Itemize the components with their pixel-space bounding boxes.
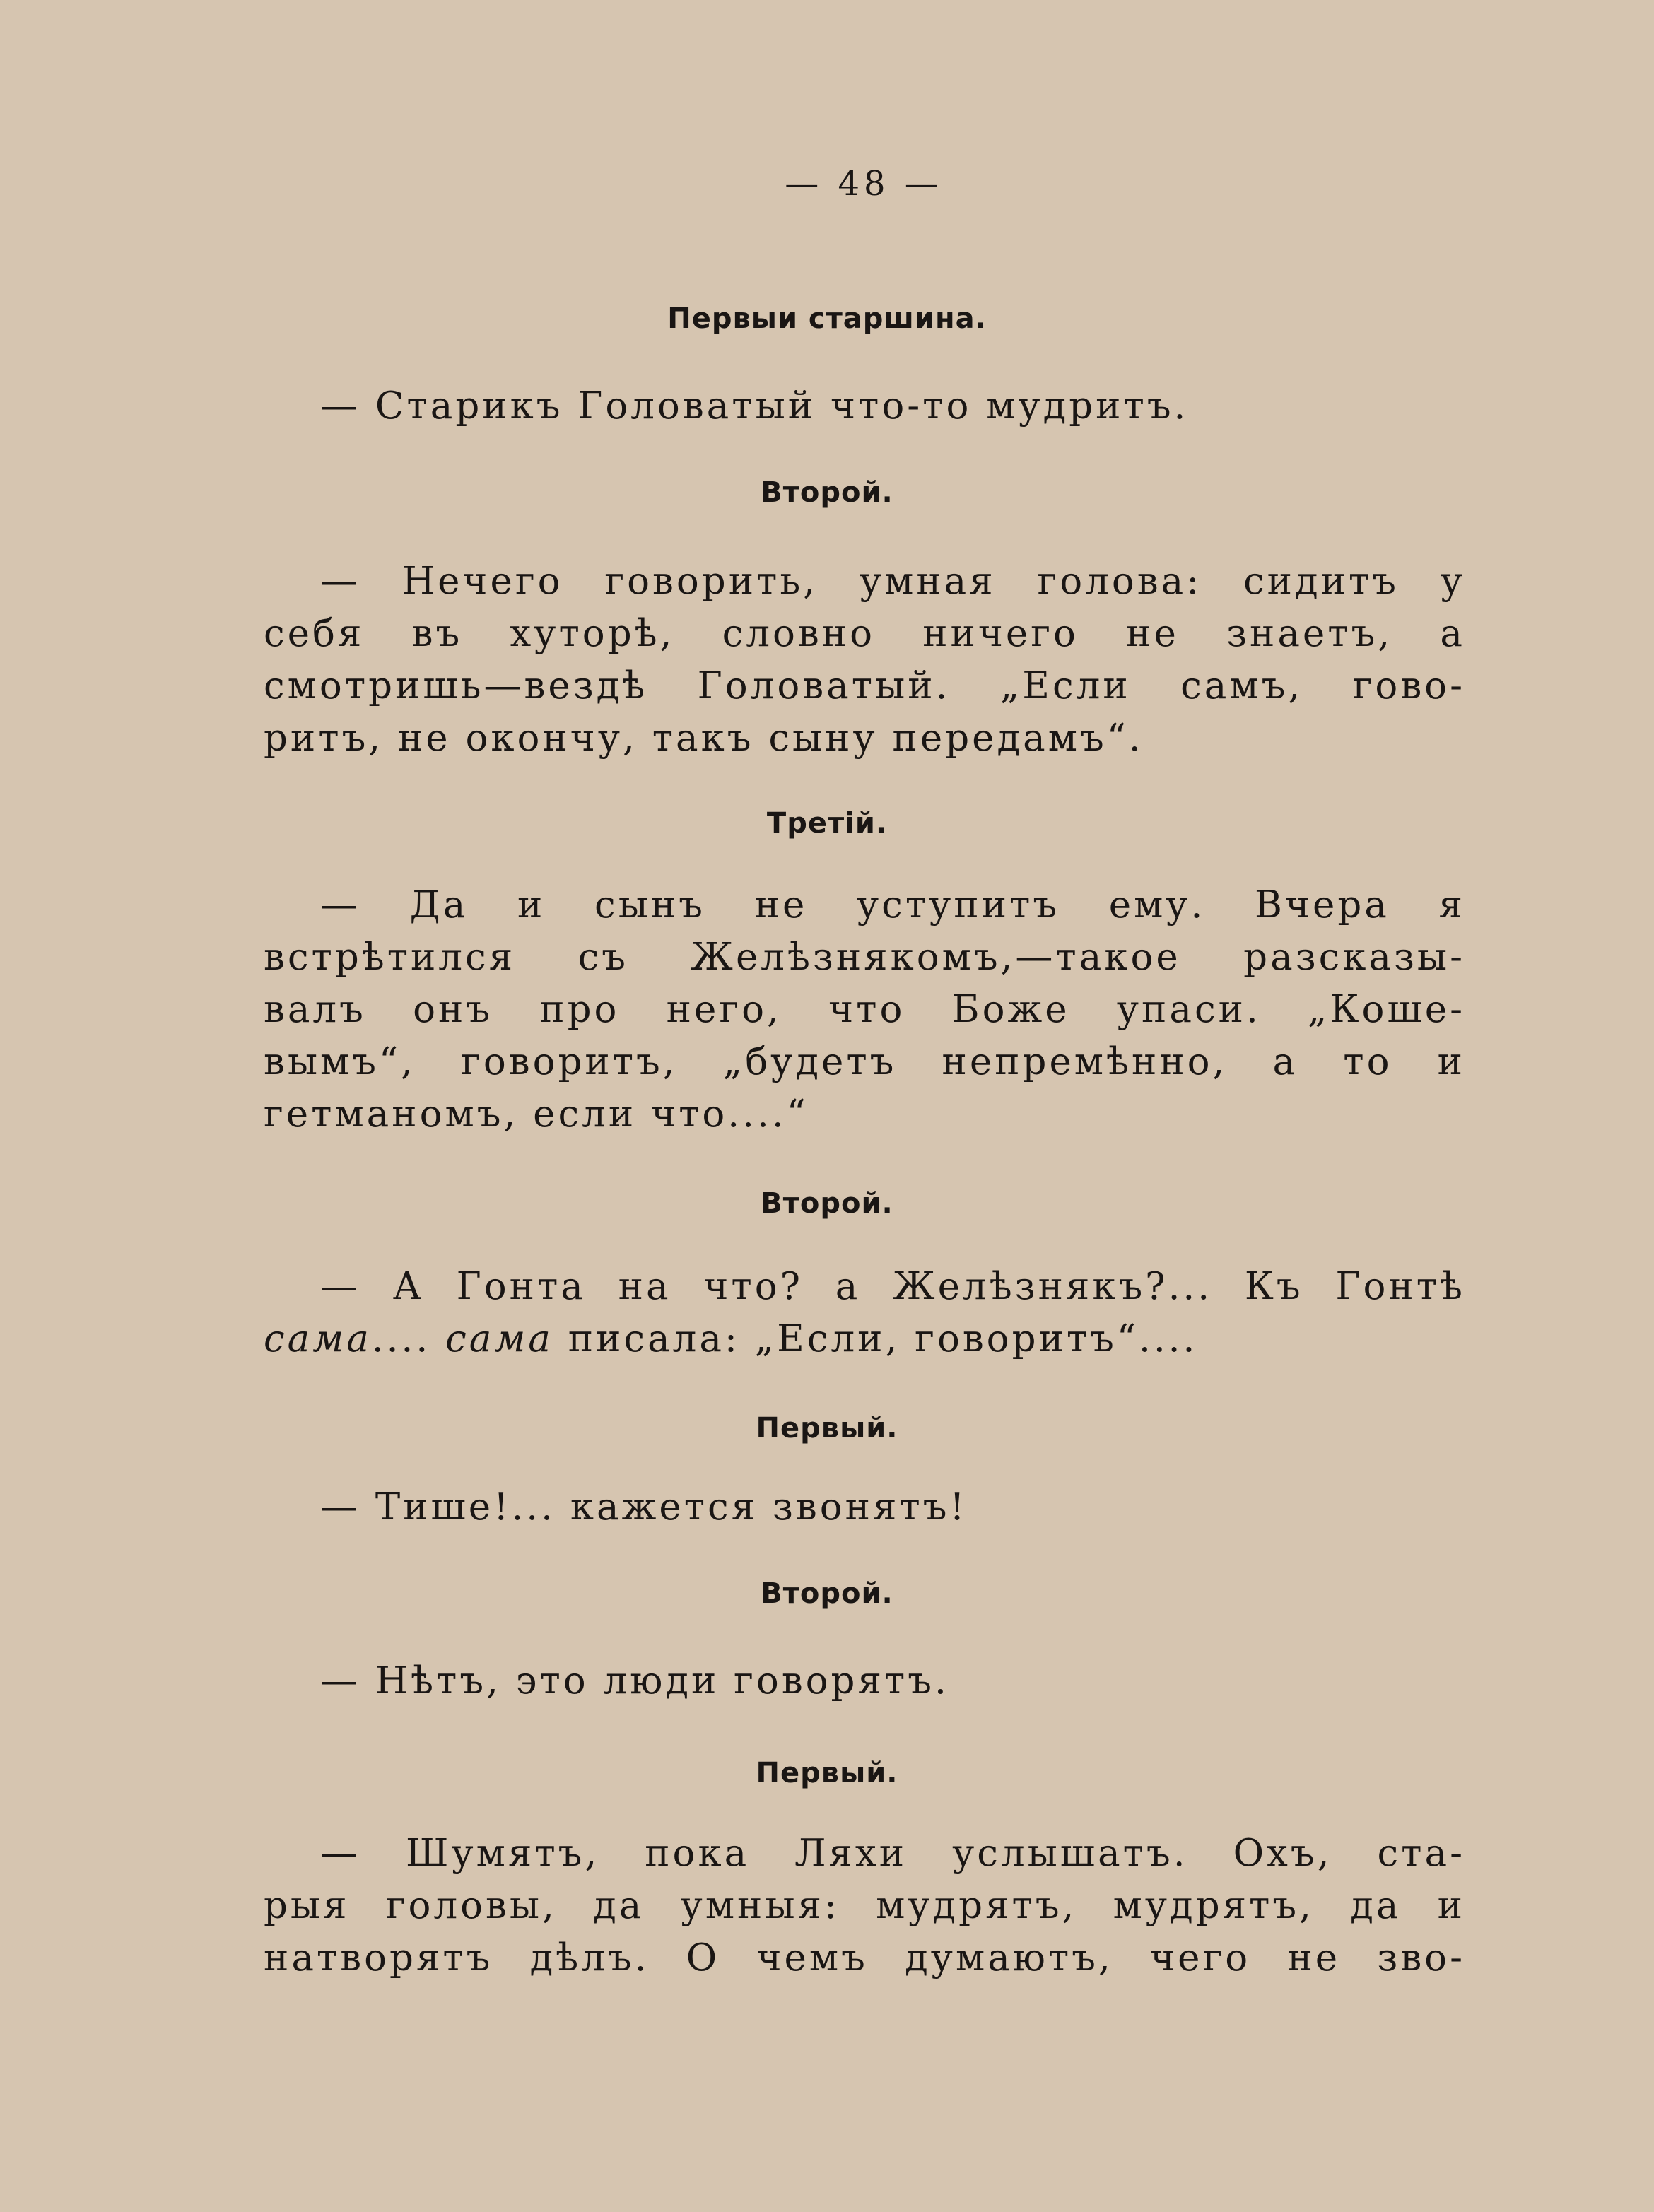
speech-paragraph: [264, 879, 1465, 1141]
text-line: рыя головы, да умныя: мудрятъ, мудрятъ, да и: [264, 1884, 1465, 1927]
page-number: — 48 —: [785, 164, 943, 204]
text-line: — Да и сынъ не уступитъ ему. Вчера я: [320, 883, 1465, 926]
speaker-heading: Первыи старшина.: [667, 302, 987, 335]
text-line: — Тише!... кажется звонятъ!: [320, 1486, 968, 1529]
speaker-heading: Первый.: [756, 1757, 898, 1789]
speech-paragraph: [264, 555, 1465, 765]
emphasized-word: сама: [445, 1317, 553, 1360]
speaker-heading: Третій.: [766, 807, 888, 840]
text-line: — А Гонта на что? а Желѣзнякъ?... Къ Гонтѣ: [320, 1265, 1465, 1308]
text-line: — Нечего говорить, умная голова: сидитъ у: [320, 560, 1465, 603]
text-line: сама.... сама писала: „Если, говоритъ“....: [264, 1317, 1198, 1360]
text-line: — Нѣтъ, это люди говорятъ.: [320, 1659, 949, 1702]
speaker-heading: Второй.: [761, 1187, 893, 1220]
speech-paragraph: [264, 1655, 1465, 1707]
text-line: смотришь—вездѣ Головатый. „Если самъ, гово-: [264, 664, 1465, 707]
text-line: натворятъ дѣлъ. О чемъ думаютъ, чего не зво-: [264, 1936, 1465, 1979]
text-line: ритъ, не окончу, такъ сыну передамъ“.: [264, 717, 1144, 760]
text-line: себя въ хуторѣ, словно ничего не знаетъ, а: [264, 612, 1465, 655]
text-line: — Старикъ Головатый что-то мудритъ.: [320, 384, 1189, 428]
text-line: гетманомъ, если что....“: [264, 1093, 809, 1136]
speaker-heading: Второй.: [761, 1577, 893, 1610]
text-line: встрѣтился съ Желѣзнякомъ,—такое разсказы-: [264, 936, 1465, 979]
emphasized-word: сама: [264, 1317, 372, 1360]
speech-paragraph: [264, 1828, 1465, 1984]
text-line: валъ онъ про него, что Боже упаси. „Коше-: [264, 988, 1465, 1031]
speech-paragraph: [264, 1261, 1465, 1365]
speaker-heading: Первый.: [756, 1412, 898, 1445]
speaker-heading: Второй.: [761, 476, 893, 509]
text-line: вымъ“, говоритъ, „будетъ непремѣнно, а то и: [264, 1040, 1465, 1083]
speech-paragraph: [264, 380, 1465, 433]
text-line: — Шумятъ, пока Ляхи услышатъ. Охъ, ста-: [320, 1832, 1465, 1875]
speech-paragraph: [264, 1481, 1465, 1534]
